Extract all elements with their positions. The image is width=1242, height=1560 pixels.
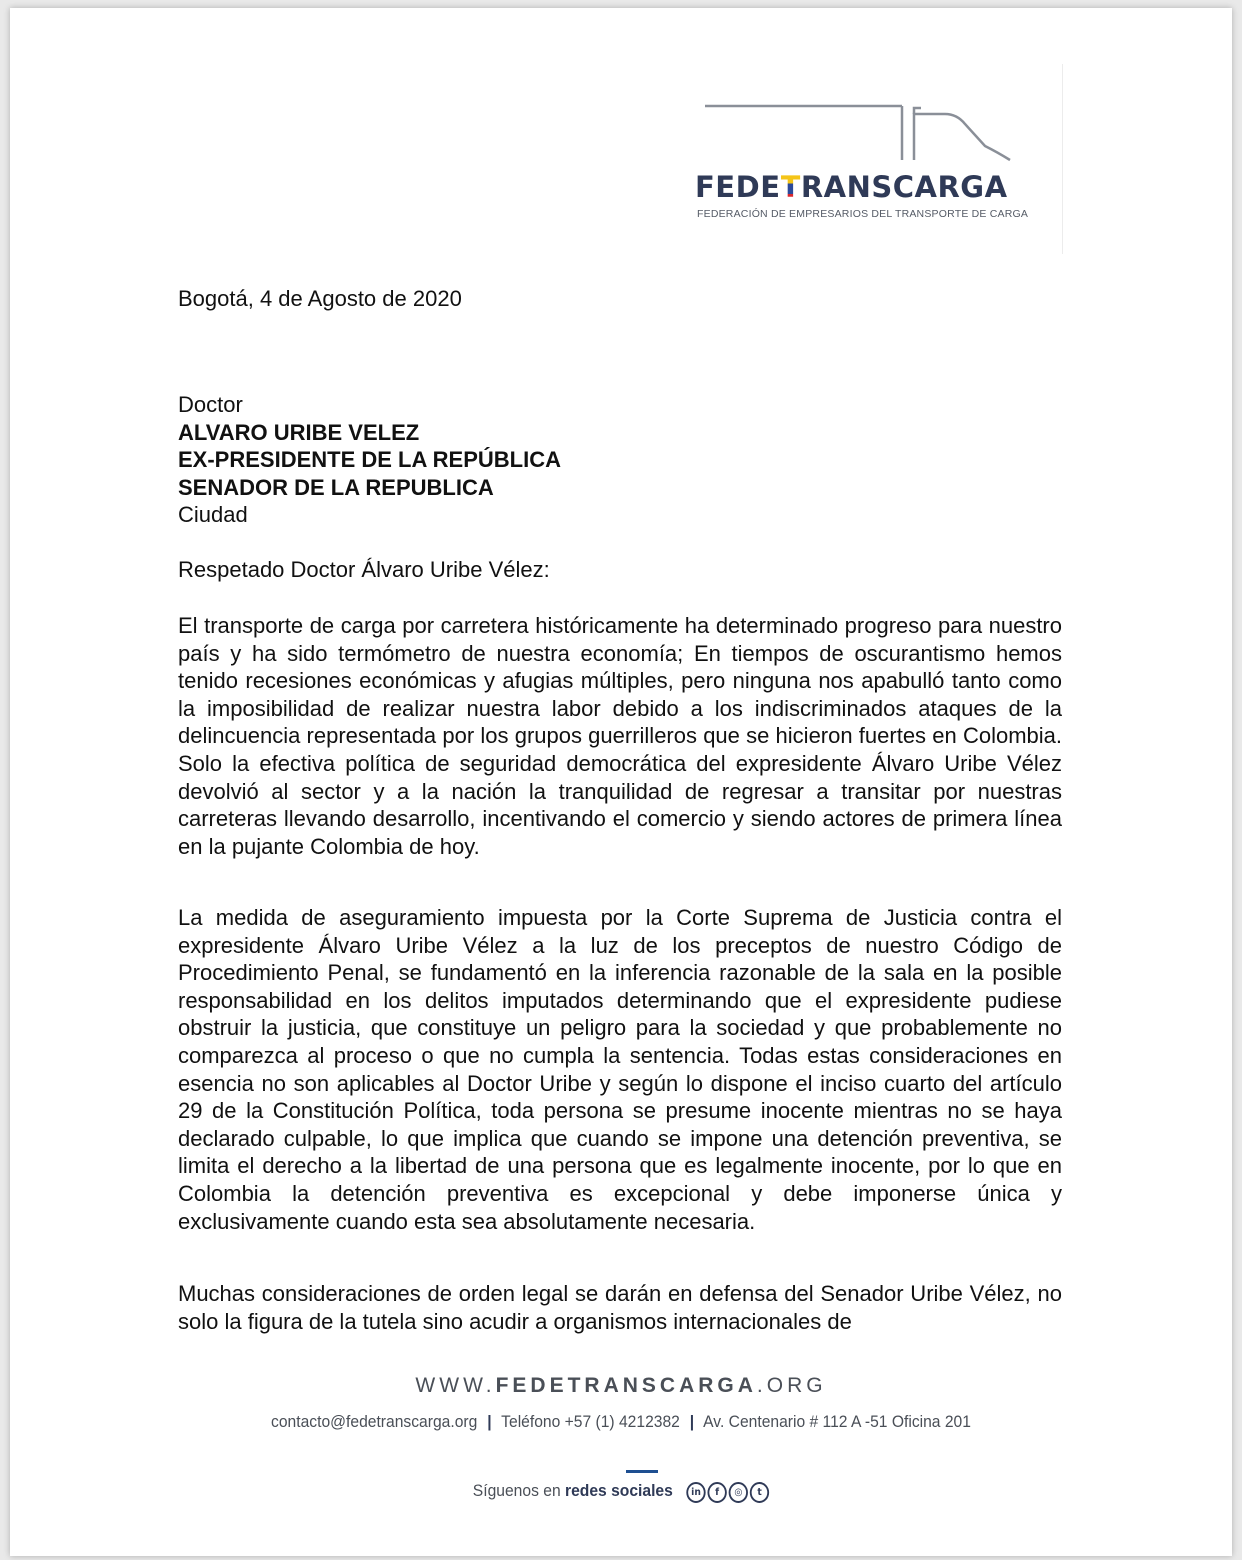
letter-date: Bogotá, 4 de Agosto de 2020 <box>178 286 462 311</box>
footer-separator: | <box>689 1412 695 1431</box>
addressee-role-1: EX-PRESIDENTE DE LA REPÚBLICA <box>178 447 562 473</box>
twitter-icon: t <box>750 1482 769 1503</box>
body-paragraph-1: El transporte de carga por carretera históricamente ha determinado progreso para nuestro país y ha sido termómetro de nuestra economía; En tiempos de oscurantismo hemos tenido recesiones económicas y afugias múltiples, pero ninguna nos apabulló tanto como la imposibilidad de realizar nuestra labor debido a los indiscriminados ataques de la delincuencia representada por los grupos guerrilleros que se hicieron fuertes en Colombia. Solo la efectiva política de seguridad democrática del expresidente Álvaro Uribe Vélez devolvió al sector y a la nación la tranquilidad de regresar a transitar por nuestras carreteras llevando desarrollo, incentivando el comercio y siendo actores de primera línea en la pujante Colombia de hoy. <box>178 613 1062 859</box>
facebook-icon: f <box>708 1482 727 1503</box>
logo-wordmark: FEDETRANSCARGA <box>695 170 1008 204</box>
social-icons <box>685 1480 770 1503</box>
truck-outline-icon <box>695 94 1025 174</box>
addressee-title: Doctor <box>178 392 243 417</box>
logo-subtitle: FEDERACIÓN DE EMPRESARIOS DEL TRANSPORTE DE CARGA <box>697 208 1029 220</box>
footer-email: contacto@fedetranscarga.org <box>271 1412 478 1431</box>
body-paragraph-3: Muchas consideraciones de orden legal se darán en defensa del Senador Uribe Vélez, no solo la figura de la tutela sino acudir a organismos internacionales de <box>178 1281 1062 1334</box>
header-divider <box>1062 64 1063 254</box>
linkedin-icon: in <box>686 1482 705 1503</box>
footer-phone: Teléfono +57 (1) 4212382 <box>501 1412 680 1431</box>
footer-address: Av. Centenario # 112 A -51 Oficina 201 <box>703 1412 971 1431</box>
footer-separator: | <box>487 1412 492 1431</box>
addressee-block <box>178 391 1062 529</box>
addressee-role-2: SENADOR DE LA REPUBLICA <box>178 474 494 500</box>
social-label: redes sociales <box>564 1480 673 1500</box>
footer-social-line <box>59 1480 1183 1503</box>
instagram-icon: ◎ <box>729 1482 748 1503</box>
addressee-city: Ciudad <box>178 502 248 528</box>
social-prefix: Síguenos en <box>472 1480 561 1500</box>
addressee-name: ALVARO URIBE VELEZ <box>178 419 420 445</box>
fedetranscarga-logo <box>695 94 1029 224</box>
letter-page <box>10 8 1232 1556</box>
footer-contact-line <box>59 1412 1183 1432</box>
footer-dash <box>626 1470 658 1473</box>
body-paragraph-2: La medida de aseguramiento impuesta por la Corte Suprema de Justicia contra el expresidente Álvaro Uribe Vélez a la luz de los preceptos de nuestro Código de Procedimiento Penal, se fundamentó en la inferencia razonable de la sala en la posible responsabilidad en los delitos imputados determinando que el expresidente pudiese obstruir la justicia, que constituye un peligro para la sociedad y que probablemente no comparezca al proceso o que no cumpla la sentencia. Todas estas consideraciones en esencia no son aplicables al Doctor Uribe y según lo dispone el inciso cuarto del artículo 29 de la Constitución Política, toda persona se presume inocente mientras no se haya declarado culpable, lo que implica que cuando se impone una detención preventiva, se limita el derecho a la libertad de una persona que es legalmente inocente, por lo que en Colombia la detención preventiva es excepcional y debe imponerse única y exclusivamente cuando esta sea absolutamente necesaria. <box>178 905 1062 1234</box>
footer-website: WWW.FEDETRANSCARGA.ORG <box>415 1374 827 1397</box>
salutation: Respetado Doctor Álvaro Uribe Vélez: <box>178 557 550 582</box>
